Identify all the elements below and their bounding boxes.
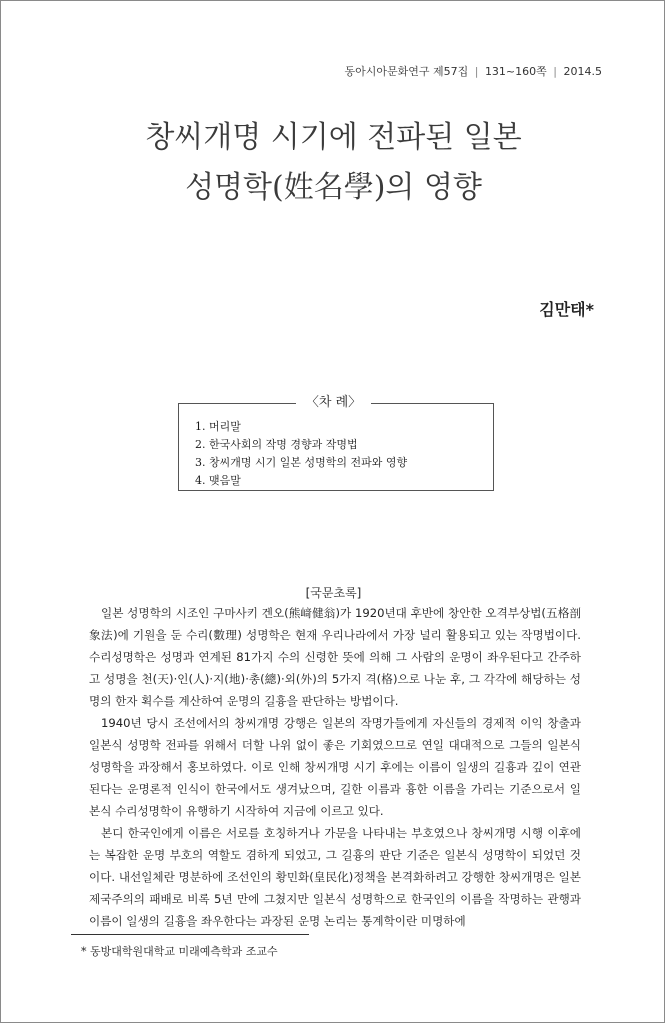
separator: | [553,65,557,78]
journal-header [344,63,602,79]
paper-title [1,113,666,213]
abstract-paragraph: 일본 성명학의 시조인 구마사키 겐오(熊﨑健翁)가 1920년대 후반에 창안한 오격부상법(五格剖象法)에 기원을 둔 수리(數理) 성명학은 현재 우리나라에서 가장 널리 활용되고 있는 작명법이다. 수리성명학은 성명과 연계된 81가지 수의 신령한 뜻에 의해 그 사람의 운명이 좌우된다고 간주하고 성명을 천(天)·인(人)·지(地)·총(總)·외(外)의 5가지 격(格)으로 나눈 후, 그 각각에 해당하는 성명의 한자 획수를 계산하여 운명의 길흉을 판단하는 방법이다. [89,606,581,708]
journal-issue: 제57집 [432,65,469,78]
author-name: 김만태* [539,300,594,319]
toc-item: 4. 맺음말 [195,474,241,487]
title-line-2: 성명학(姓名學)의 영향 [185,170,482,205]
toc-heading: 〈차 례〉 [296,395,371,410]
footnote-divider [71,934,309,935]
separator: | [474,65,479,78]
table-of-contents [178,403,494,491]
abstract-paragraph: 1940년 당시 조선에서의 창씨개명 강행은 일본의 작명가들에게 자신들의 경제적 이익 창출과 일본식 성명학 전파를 위해서 더할 나위 없이 좋은 기회였으므로 연일 대대적으로 그들의 일본식 성명학을 과장해서 홍보하였다. 이로 인해 창씨개명 시기 후에는 이름이 일생의 길흉과 깊이 연관된다는 운명론적 인식이 한국에서도 생겨났으며, 길한 이름과 흉한 이름을 가리는 기준으로서 일본식 수리성명학이 유행하기 시작하여 지금에 이르고 있다. [89,716,581,818]
journal-name: 동아시아문화연구 [344,65,430,78]
toc-heading-wrap [1,391,666,410]
journal-pages: 131~160쪽 [484,65,547,78]
journal-date: 2014.5 [563,65,602,78]
abstract-heading: [국문초록] [305,586,362,600]
abstract-paragraph: 본디 한국인에게 이름은 서로를 호칭하거나 가문을 나타내는 부호였으나 창씨개명 시행 이후에는 복잡한 운명 부호의 역할도 겸하게 되었고, 그 길흉의 판단 기준은 일본식 성명학이 되었던 것이다. 내선일체란 명분하에 조선인의 황민화(皇民化)정책을 본격화하려고 강행한 창씨개명은 일본 제국주의의 패배로 비록 5년 만에 그쳤지만 일본식 성명학으로 한국인의 이름을 작명하는 관행과 이름이 일생의 길흉을 좌우한다는 과장된 운명 논리는 통계학이란 미명하에 [89,826,581,928]
toc-item: 1. 머리말 [195,420,241,433]
title-line-1: 창씨개명 시기에 전파된 일본 [145,120,522,155]
toc-list [179,404,493,490]
abstract-body [89,602,581,932]
toc-item: 3. 창씨개명 시기 일본 성명학의 전파와 영향 [195,456,408,469]
toc-item: 2. 한국사회의 작명 경향과 작명법 [195,438,358,451]
footnote: * 동방대학원대학교 미래예측학과 조교수 [81,945,278,958]
